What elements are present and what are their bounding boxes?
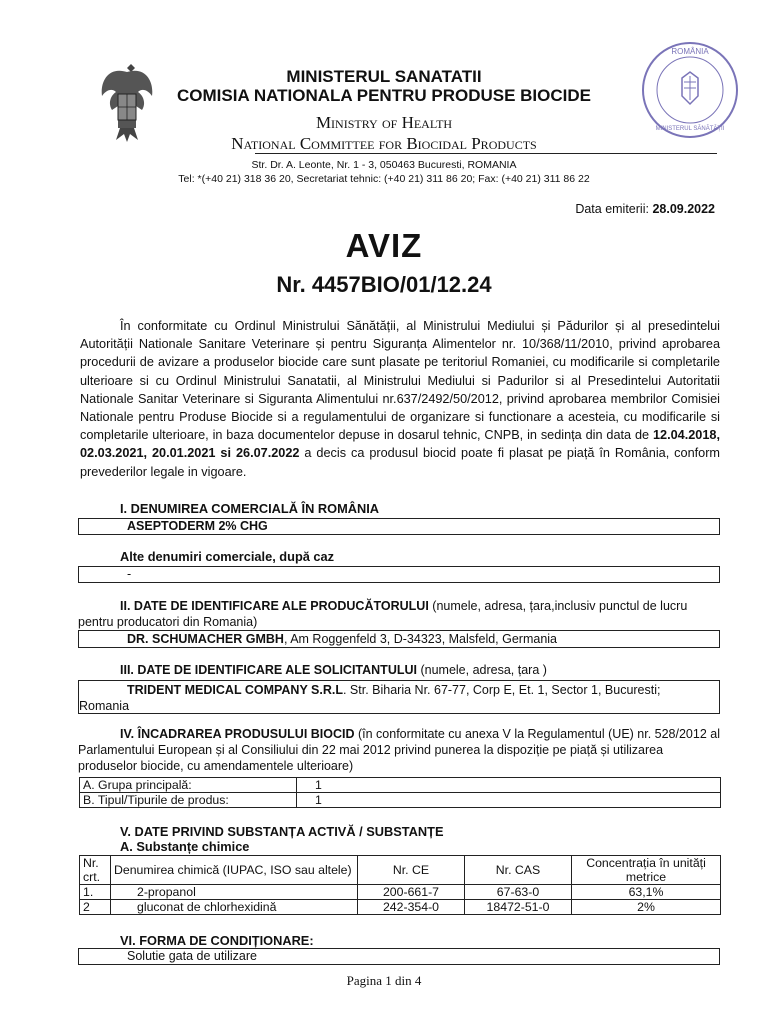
classification-value: 1 xyxy=(297,778,721,793)
cell-chemical-name: gluconat de chlorhexidină xyxy=(111,900,358,915)
applicant-address: . Str. Biharia Nr. 67-77, Corp E, Et. 1, Sector 1, Bucuresti; Romania xyxy=(79,683,661,713)
product-classification-table xyxy=(79,777,721,808)
section3-title: III. DATE DE IDENTIFICARE ALE SOLICITANTULUI xyxy=(120,663,417,677)
intro-paragraph xyxy=(80,317,720,481)
producer-name: DR. SCHUMACHER GMBH xyxy=(127,632,284,646)
header-divider xyxy=(255,153,717,154)
section2-note: (numele, adresa, țara,inclusiv punctul de lucru pentru producatori din Romania) xyxy=(78,599,688,629)
section4-heading xyxy=(78,726,720,774)
commission-title-en: National Committee for Biocidal Products xyxy=(231,134,537,153)
section6-title: VI. FORMA DE CONDIȚIONARE: xyxy=(120,933,314,948)
header-cas: Nr. CAS xyxy=(465,856,572,885)
header-ce: Nr. CE xyxy=(358,856,465,885)
table-header-row xyxy=(80,856,721,885)
contact-line: Tel: *(+40 21) 318 36 20, Secretariat tehnic: (+40 21) 311 86 20; Fax: (+40 21) 311 86 22 xyxy=(178,173,590,185)
packaging-box xyxy=(78,948,720,965)
section4-note: (în conformitate cu anexa V la Regulamentul (UE) nr. 528/2012 al Parlamentului European și al Consiliului din 22 mai 2012 privind punerea la dispoziție pe piață și utilizarea produselor biocide, cu amendamentele ulterioare) xyxy=(78,727,720,773)
producer-address: , Am Roggenfeld 3, D-34323, Malsfeld, Germania xyxy=(283,632,558,646)
applicant-name: TRIDENT MEDICAL COMPANY S.R.L xyxy=(127,683,343,697)
section2-title: II. DATE DE IDENTIFICARE ALE PRODUCĂTORULUI xyxy=(120,599,429,613)
intro-text-1: În conformitate cu Ordinul Ministrului Sănătății, al Ministrului Mediului și Pădurilor și al presedintelui Autorității Nationale Sanitare Veterinare și pentru Siguranța Alimentelor nr. 10/368/11/2010, privind aprobarea procedurii de avizare a produselor biocide care sunt plasate pe teritoriul Romaniei, cu modificarile si completarile ulterioare si cu Ordinul Ministrului Sanatatii, al Ministrului Mediului si Padurilor si al Presedintelui Autoritatii Nationale Sanitar Veterinare si Siguranta Alimentului nr.637/2492/50/2012, privind aprobarea membrilor Comisiei Nationale pentru Produse Biocide si a regulamentului de organizare si functionare a acesteia, cu modificarile si completarile ulterioare, in baza documentelor depuse in dosarul tehnic, CNPB, in sedința din data de xyxy=(80,319,720,443)
cell-concentration: 63,1% xyxy=(572,885,721,900)
packaging-value: Solutie gata de utilizare xyxy=(127,949,257,963)
cell-concentration: 2% xyxy=(572,900,721,915)
active-substances-table xyxy=(79,855,721,915)
alt-names-label: Alte denumiri comerciale, după caz xyxy=(120,549,335,564)
alt-names-value: - xyxy=(127,567,132,581)
section4-title: IV. ÎNCADRAREA PRODUSULUI BIOCID xyxy=(120,727,355,741)
cell-cas: 67-63-0 xyxy=(465,885,572,900)
section3-note: (numele, adresa, țara ) xyxy=(417,663,547,677)
issue-date xyxy=(575,202,715,216)
issue-date-label: Data emiterii: xyxy=(575,202,649,216)
cell-chemical-name: 2-propanol xyxy=(111,885,358,900)
intro-text-2: a decis ca produsul biocid poate fi plasat pe piață în România, conform prevederilor legale in vigoare. xyxy=(80,446,720,479)
classification-value: 1 xyxy=(297,793,721,808)
section2-heading xyxy=(78,598,720,630)
table-row xyxy=(80,793,721,808)
table-row xyxy=(80,885,721,900)
header-chemical-name: Denumirea chimică (IUPAC, ISO sau altele) xyxy=(111,856,358,885)
classification-label: B. Tipul/Tipurile de produs: xyxy=(80,793,297,808)
issue-date-value: 28.09.2022 xyxy=(652,202,715,216)
section1-title: I. DENUMIREA COMERCIALĂ ÎN ROMÂNIA xyxy=(120,501,380,516)
table-row xyxy=(80,900,721,915)
page-number: Pagina 1 din 4 xyxy=(346,973,422,988)
commercial-name-box xyxy=(78,518,720,535)
cell-cas: 18472-51-0 xyxy=(465,900,572,915)
section5-title: V. DATE PRIVIND SUBSTANȚA ACTIVĂ / SUBSTANȚE xyxy=(120,824,444,839)
intro-meeting-dates: 12.04.2018, 02.03.2021, 20.01.2021 si 26.07.2022 xyxy=(80,428,720,461)
producer-box xyxy=(78,630,720,648)
section3-heading xyxy=(78,662,720,678)
cell-nr: 1. xyxy=(80,885,111,900)
address-line: Str. Dr. A. Leonte, Nr. 1 - 3, 050463 Bucuresti, ROMANIA xyxy=(251,159,517,171)
cell-nr: 2 xyxy=(80,900,111,915)
document-number: Nr. 4457BIO/01/12.24 xyxy=(276,272,492,297)
commercial-name: ASEPTODERM 2% CHG xyxy=(127,519,268,533)
classification-label: A. Grupa principală: xyxy=(80,778,297,793)
ministry-title-en: Ministry of Health xyxy=(315,113,453,132)
document-title: AVIZ xyxy=(345,227,423,264)
cell-ce: 242-354-0 xyxy=(358,900,465,915)
commission-title-ro: COMISIA NATIONALA PENTRU PRODUSE BIOCIDE xyxy=(177,86,591,105)
svg-text:MINISTERUL SĂNĂTĂȚII: MINISTERUL SĂNĂTĂȚII xyxy=(655,126,725,132)
header-nr: Nr. crt. xyxy=(80,856,111,885)
alt-names-box xyxy=(78,566,720,583)
header-concentration: Concentrația în unități metrice xyxy=(572,856,721,885)
applicant-box xyxy=(78,680,720,714)
cell-ce: 200-661-7 xyxy=(358,885,465,900)
section5-subtitle: A. Substanțe chimice xyxy=(120,839,250,854)
ministry-title-ro: MINISTERUL SANATATII xyxy=(286,67,482,86)
table-row xyxy=(80,778,721,793)
stamp-text-top: ROMÂNIA xyxy=(671,47,709,56)
